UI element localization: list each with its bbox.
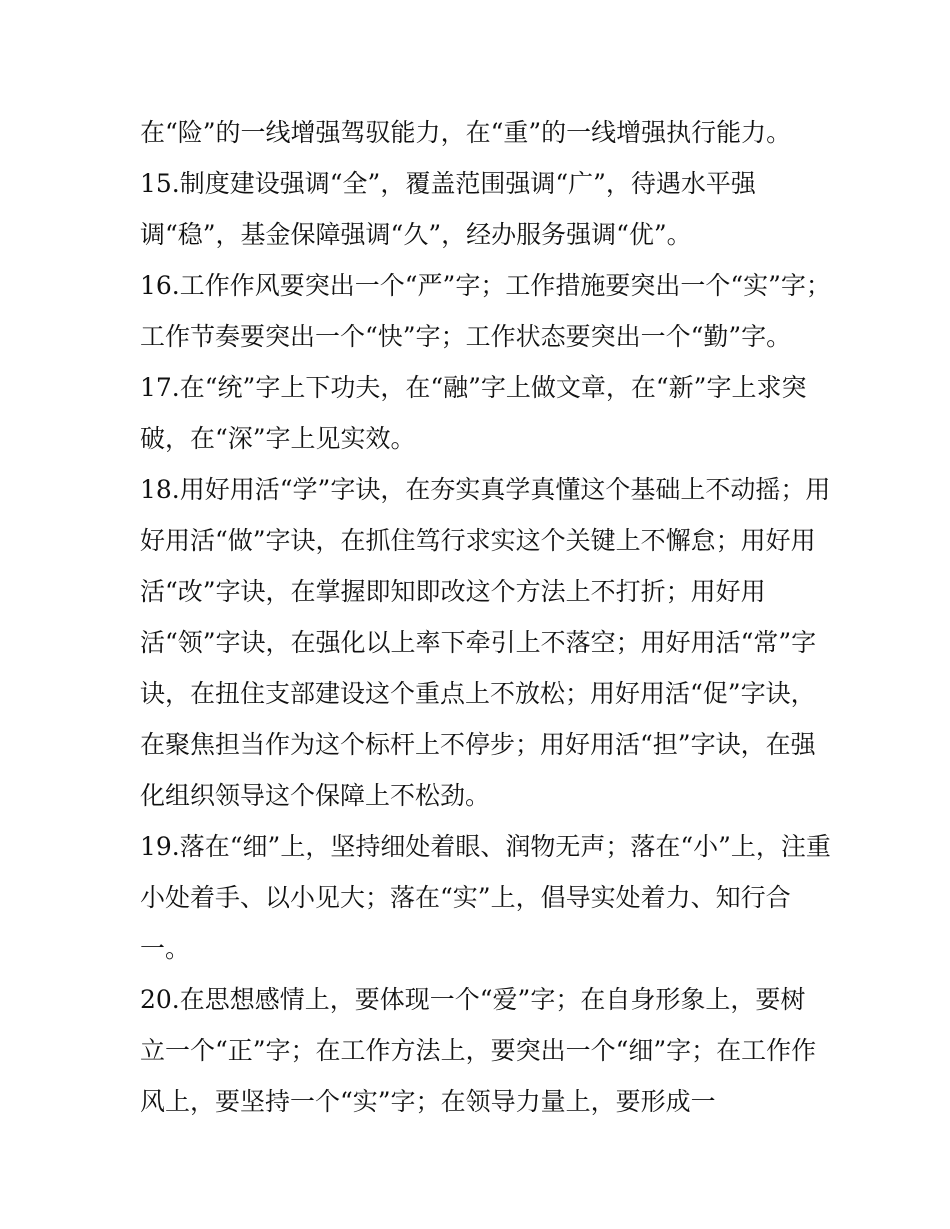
text-line: 小处着手、以小见大；落在“实”上，倡导实处着力、知行合 [140, 883, 791, 912]
text-line: 18.用好用活“学”字诀，在夯实真学真懂这个基础上不动摇；用 [140, 475, 831, 504]
text-line: 16.工作作风要突出一个“严”字；工作措施要突出一个“实”字； [140, 271, 831, 300]
text-line: 在“险”的一线增强驾驭能力，在“重”的一线增强执行能力。 [140, 118, 792, 147]
text-line: 破，在“深”字上见实效。 [140, 424, 416, 453]
text-line: 在聚焦担当作为这个标杆上不停步；用好用活“担”字诀，在强 [140, 730, 816, 759]
text-line: 好用活“做”字诀，在抓住笃行求实这个关键上不懈怠；用好用 [140, 526, 816, 555]
text-line: 诀，在扭住支部建设这个重点上不放松；用好用活“促”字诀， [140, 679, 816, 708]
text-line: 一。 [140, 934, 191, 963]
text-line: 活“改”字诀，在掌握即知即改这个方法上不打折；用好用 [140, 577, 766, 606]
text-line: 活“领”字诀，在强化以上率下牵引上不落空；用好用活“常”字 [140, 628, 817, 657]
text-line: 风上，要坚持一个“实”字；在领导力量上，要形成一 [140, 1087, 716, 1116]
text-line: 15.制度建设强调“全”，覆盖范围强调“广”，待遇水平强 [140, 169, 756, 198]
text-line: 19.落在“细”上，坚持细处着眼、润物无声；落在“小”上，注重 [140, 832, 831, 861]
text-line: 工作节奏要突出一个“快”字；工作状态要突出一个“勤”字。 [140, 322, 792, 351]
text-line: 化组织领导这个保障上不松劲。 [140, 781, 491, 810]
text-line: 20.在思想感情上，要体现一个“爱”字；在自身形象上，要树 [140, 985, 806, 1014]
document-body [140, 107, 831, 1127]
text-line: 调“稳”，基金保障强调“久”，经办服务强调“优”。 [140, 220, 692, 249]
text-line: 立一个“正”字；在工作方法上，要突出一个“细”字；在工作作 [140, 1036, 817, 1065]
text-line: 17.在“统”字上下功夫，在“融”字上做文章，在“新”字上求突 [140, 373, 807, 402]
